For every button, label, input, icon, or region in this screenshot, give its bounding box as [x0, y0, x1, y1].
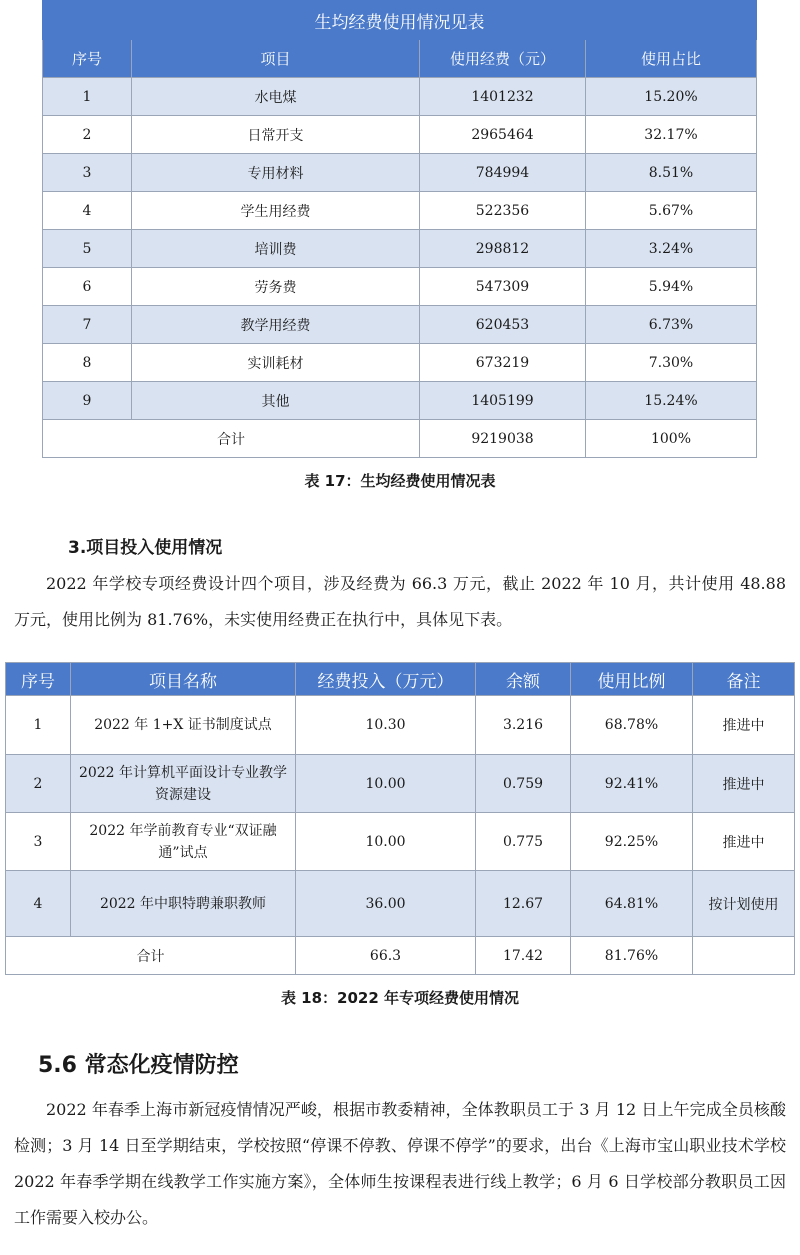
total-row: [43, 420, 757, 458]
cell-amount: 1401232: [420, 78, 586, 116]
table-row: [6, 755, 795, 813]
header-ratio: 使用比例: [571, 663, 693, 696]
section-paragraph: 2022 年春季上海市新冠疫情情况严峻，根据市教委精神，全体教职员工于 3 月 12 日上午完成全员核酸检测；3 月 14 日至学期结束，学校按照“停课不停教、停课不停学”的要求，出台《上海市宝山职业技术学校 2022 年春季学期在线教学工作实施方案》，全体师生按课程表进行线上教学；6 月 6 日学校部分教职员工因工作需要入校办公。: [14, 1100, 786, 1227]
table-row: [43, 344, 757, 382]
total-funding: 66.3: [296, 937, 476, 975]
cell-ratio: 6.73%: [586, 306, 757, 344]
cell-amount: 298812: [420, 230, 586, 268]
cell-index: 2: [6, 755, 71, 813]
cell-funding: 36.00: [296, 871, 476, 937]
total-ratio: 81.76%: [571, 937, 693, 975]
table-row: [43, 192, 757, 230]
cell-ratio: 92.41%: [571, 755, 693, 813]
cell-balance: 12.67: [476, 871, 571, 937]
table-row: [6, 871, 795, 937]
cell-ratio: 7.30%: [586, 344, 757, 382]
cell-ratio: 68.78%: [571, 696, 693, 755]
section-paragraph: 2022 年学校专项经费设计四个项目，涉及经费为 66.3 万元，截止 2022 年 10 月，共计使用 48.88 万元，使用比例为 81.76%，未实使用经费正在执行中，具体见下表。: [14, 574, 786, 629]
cell-index: 4: [43, 192, 132, 230]
table-row: [43, 78, 757, 116]
cell-index: 9: [43, 382, 132, 420]
cell-project: 2022 年学前教育专业“双证融通”试点: [71, 813, 296, 871]
cell-balance: 0.775: [476, 813, 571, 871]
cell-ratio: 64.81%: [571, 871, 693, 937]
table-row: [43, 306, 757, 344]
cell-item: 其他: [132, 382, 420, 420]
cell-funding: 10.00: [296, 813, 476, 871]
cell-ratio: 3.24%: [586, 230, 757, 268]
cell-amount: 2965464: [420, 116, 586, 154]
total-label: 合计: [6, 937, 296, 975]
cell-item: 学生用经费: [132, 192, 420, 230]
cell-balance: 3.216: [476, 696, 571, 755]
section-heading: 5.6 常态化疫情防控: [38, 1053, 239, 1078]
total-row: [6, 937, 795, 975]
cell-amount: 784994: [420, 154, 586, 192]
total-ratio: 100%: [586, 420, 757, 458]
cell-item: 实训耗材: [132, 344, 420, 382]
cell-ratio: 92.25%: [571, 813, 693, 871]
header-item: 项目: [132, 40, 420, 78]
total-balance: 17.42: [476, 937, 571, 975]
header-project: 项目名称: [71, 663, 296, 696]
total-amount: 9219038: [420, 420, 586, 458]
cell-index: 1: [6, 696, 71, 755]
cell-amount: 522356: [420, 192, 586, 230]
cell-funding: 10.30: [296, 696, 476, 755]
cell-amount: 1405199: [420, 382, 586, 420]
cell-ratio: 15.24%: [586, 382, 757, 420]
header-index: 序号: [43, 40, 132, 78]
cell-index: 1: [43, 78, 132, 116]
cell-index: 4: [6, 871, 71, 937]
header-ratio: 使用占比: [586, 40, 757, 78]
cell-index: 6: [43, 268, 132, 306]
table-row: [6, 696, 795, 755]
project-funds-table-18: [5, 662, 795, 975]
table18-caption: 表 18：2022 年专项经费使用情况: [280, 989, 520, 1007]
cell-index: 2: [43, 116, 132, 154]
section-heading: 3.项目投入使用情况: [68, 538, 223, 558]
cell-note: 推进中: [693, 755, 795, 813]
table-row: [43, 382, 757, 420]
cell-note: 按计划使用: [693, 871, 795, 937]
cell-ratio: 8.51%: [586, 154, 757, 192]
table-row: [43, 230, 757, 268]
table-row: [43, 116, 757, 154]
expense-table-17: [42, 0, 757, 458]
table17-caption: 表 17：生均经费使用情况表: [304, 472, 496, 490]
total-label: 合计: [43, 420, 420, 458]
cell-index: 5: [43, 230, 132, 268]
cell-item: 教学用经费: [132, 306, 420, 344]
cell-item: 培训费: [132, 230, 420, 268]
cell-project: 2022 年 1+X 证书制度试点: [71, 696, 296, 755]
header-index: 序号: [6, 663, 71, 696]
table-row: [43, 154, 757, 192]
cell-funding: 10.00: [296, 755, 476, 813]
cell-index: 8: [43, 344, 132, 382]
cell-amount: 673219: [420, 344, 586, 382]
header-amount: 使用经费（元）: [420, 40, 586, 78]
cell-item: 日常开支: [132, 116, 420, 154]
cell-index: 3: [6, 813, 71, 871]
cell-ratio: 15.20%: [586, 78, 757, 116]
cell-item: 劳务费: [132, 268, 420, 306]
header-note: 备注: [693, 663, 795, 696]
cell-amount: 620453: [420, 306, 586, 344]
cell-amount: 547309: [420, 268, 586, 306]
cell-ratio: 32.17%: [586, 116, 757, 154]
cell-item: 水电煤: [132, 78, 420, 116]
cell-balance: 0.759: [476, 755, 571, 813]
cell-ratio: 5.67%: [586, 192, 757, 230]
cell-note: 推进中: [693, 813, 795, 871]
cell-item: 专用材料: [132, 154, 420, 192]
cell-note: 推进中: [693, 696, 795, 755]
table-title: 生均经费使用情况见表: [43, 1, 757, 40]
cell-project: 2022 年中职特聘兼职教师: [71, 871, 296, 937]
cell-index: 7: [43, 306, 132, 344]
table-row: [6, 813, 795, 871]
header-funding: 经费投入（万元）: [296, 663, 476, 696]
header-balance: 余额: [476, 663, 571, 696]
cell-index: 3: [43, 154, 132, 192]
cell-ratio: 5.94%: [586, 268, 757, 306]
table-row: [43, 268, 757, 306]
total-note: [693, 937, 795, 975]
cell-project: 2022 年计算机平面设计专业教学资源建设: [71, 755, 296, 813]
